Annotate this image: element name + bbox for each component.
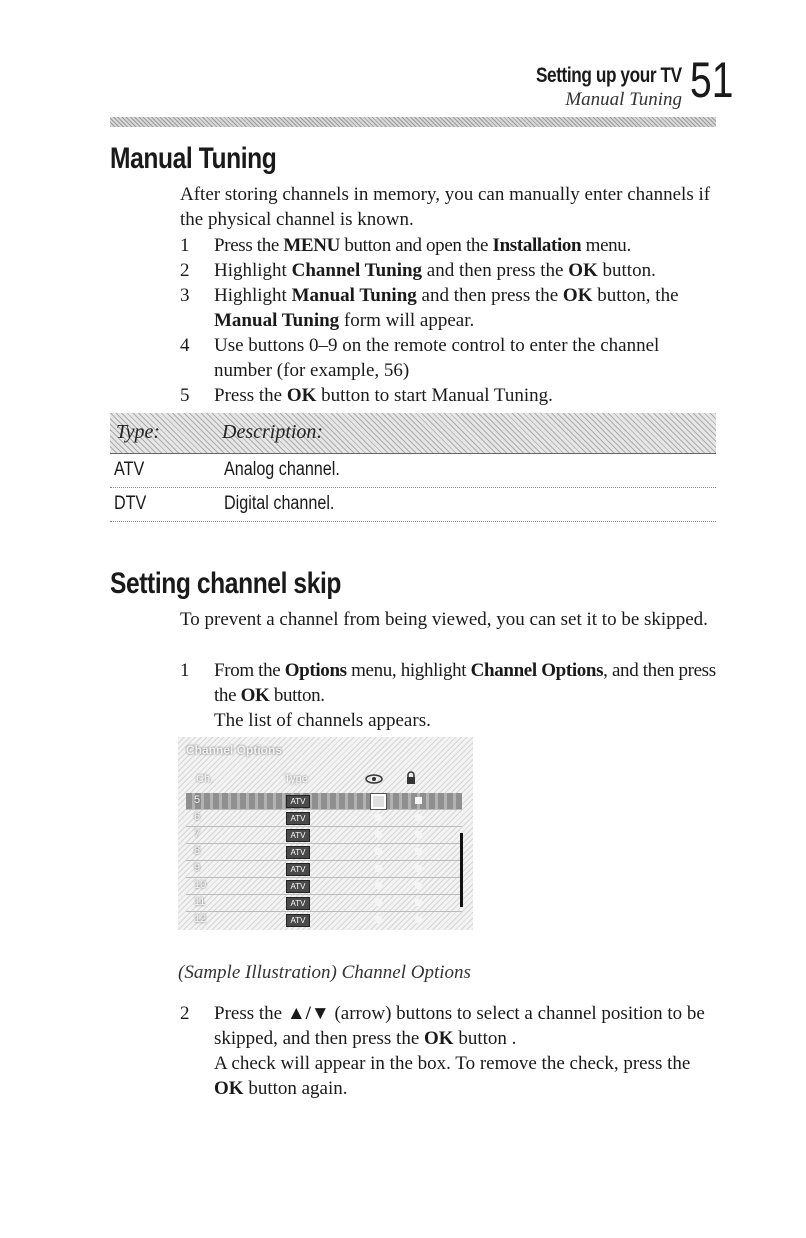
figure-caption: (Sample Illustration) Channel Options	[178, 962, 471, 983]
channel-row[interactable]: 7 ATV	[186, 827, 462, 844]
step-item	[180, 333, 720, 383]
channel-skip-step1	[180, 658, 720, 733]
step-text: Press the MENU button and open the Installation menu.	[214, 235, 631, 256]
step-continuation: The list of channels appears.	[214, 710, 431, 731]
channel-skip-intro: To prevent a channel from being viewed, you can set it to be skipped.	[180, 609, 708, 630]
lock-icon	[406, 771, 416, 785]
eye-skip-icon	[364, 773, 384, 785]
step-text: Highlight Channel Tuning and then press the OK button.	[214, 260, 656, 281]
skip-checkbox[interactable]	[375, 916, 382, 923]
header-rule	[110, 117, 716, 127]
step-text: Use buttons 0–9 on the remote control to enter the channel number (for example, 56)	[214, 335, 660, 381]
page-number: 51	[690, 52, 734, 108]
screenshot-menu-title: Channel Options	[186, 743, 282, 757]
step-continuation: A check will appear in the box. To remove the check, press the OK button again.	[214, 1053, 691, 1099]
step-item	[180, 383, 720, 408]
step-number: 2	[180, 1003, 190, 1024]
channel-row[interactable]: 6 ATV	[186, 810, 462, 827]
step-item	[180, 233, 720, 258]
step-number: 2	[180, 260, 190, 281]
step-text: Highlight Manual Tuning and then press the OK button, the Manual Tuning form will appear.	[214, 285, 679, 331]
step-item	[180, 658, 720, 708]
channel-options-screenshot	[178, 737, 473, 930]
skip-checkbox[interactable]	[371, 794, 386, 809]
lock-checkbox[interactable]	[415, 916, 422, 923]
channel-row[interactable]: 12 ATV	[186, 912, 462, 928]
step-number: 1	[180, 235, 190, 256]
manual-tuning-intro: After storing channels in memory, you can manually enter channels if the physical channel is known.	[180, 184, 711, 230]
section-title-channel-skip: Setting channel skip	[110, 567, 342, 600]
step-number: 5	[180, 385, 190, 406]
lock-checkbox[interactable]	[415, 814, 422, 821]
lock-checkbox[interactable]	[415, 831, 422, 838]
step-item	[180, 1001, 720, 1051]
lock-checkbox[interactable]	[415, 882, 422, 889]
type-cell: ATV	[114, 459, 145, 480]
running-header-subsection: Manual Tuning	[565, 89, 682, 110]
channel-row[interactable]: 8 ATV	[186, 844, 462, 861]
screenshot-col-type: Type	[284, 773, 308, 785]
step-item	[180, 258, 720, 283]
lock-checkbox[interactable]	[415, 899, 422, 906]
description-cell: Digital channel.	[224, 493, 335, 514]
table-row	[110, 454, 716, 488]
running-header-section: Setting up your TV	[536, 64, 682, 87]
step-text: From the Options menu, highlight Channel Options, and then press the OK button.	[214, 660, 716, 706]
channel-row[interactable]: 9 ATV	[186, 861, 462, 878]
manual-tuning-steps	[180, 233, 720, 408]
description-column-header: Description:	[222, 421, 324, 443]
skip-checkbox[interactable]	[375, 882, 382, 889]
scrollbar[interactable]	[460, 833, 463, 907]
step-text: Press the ▲/▼ (arrow) buttons to select a channel position to be skipped, and then press the OK button .	[214, 1003, 705, 1049]
screenshot-col-ch: Ch.	[196, 773, 214, 785]
type-column-header: Type:	[116, 421, 161, 443]
table-row	[110, 488, 716, 522]
step-number: 3	[180, 285, 190, 306]
description-cell: Analog channel.	[224, 459, 340, 480]
step-number: 4	[180, 335, 190, 356]
skip-checkbox[interactable]	[375, 899, 382, 906]
channel-row[interactable]: 10 ATV	[186, 878, 462, 895]
skip-checkbox[interactable]	[375, 831, 382, 838]
step-item	[180, 283, 720, 333]
lock-checkbox[interactable]	[415, 865, 422, 872]
skip-checkbox[interactable]	[375, 865, 382, 872]
step-number: 1	[180, 660, 190, 681]
skip-checkbox[interactable]	[375, 814, 382, 821]
channel-skip-step2	[180, 1001, 720, 1101]
lock-checkbox[interactable]	[415, 797, 422, 804]
type-cell: DTV	[114, 493, 147, 514]
channel-row[interactable]: 5 ATV	[186, 793, 462, 810]
type-table-header	[110, 413, 716, 454]
lock-checkbox[interactable]	[415, 848, 422, 855]
skip-checkbox[interactable]	[375, 848, 382, 855]
section-title-manual-tuning: Manual Tuning	[110, 142, 277, 175]
channel-row[interactable]: 11 ATV	[186, 895, 462, 912]
step-text: Press the OK button to start Manual Tuning.	[214, 385, 553, 406]
